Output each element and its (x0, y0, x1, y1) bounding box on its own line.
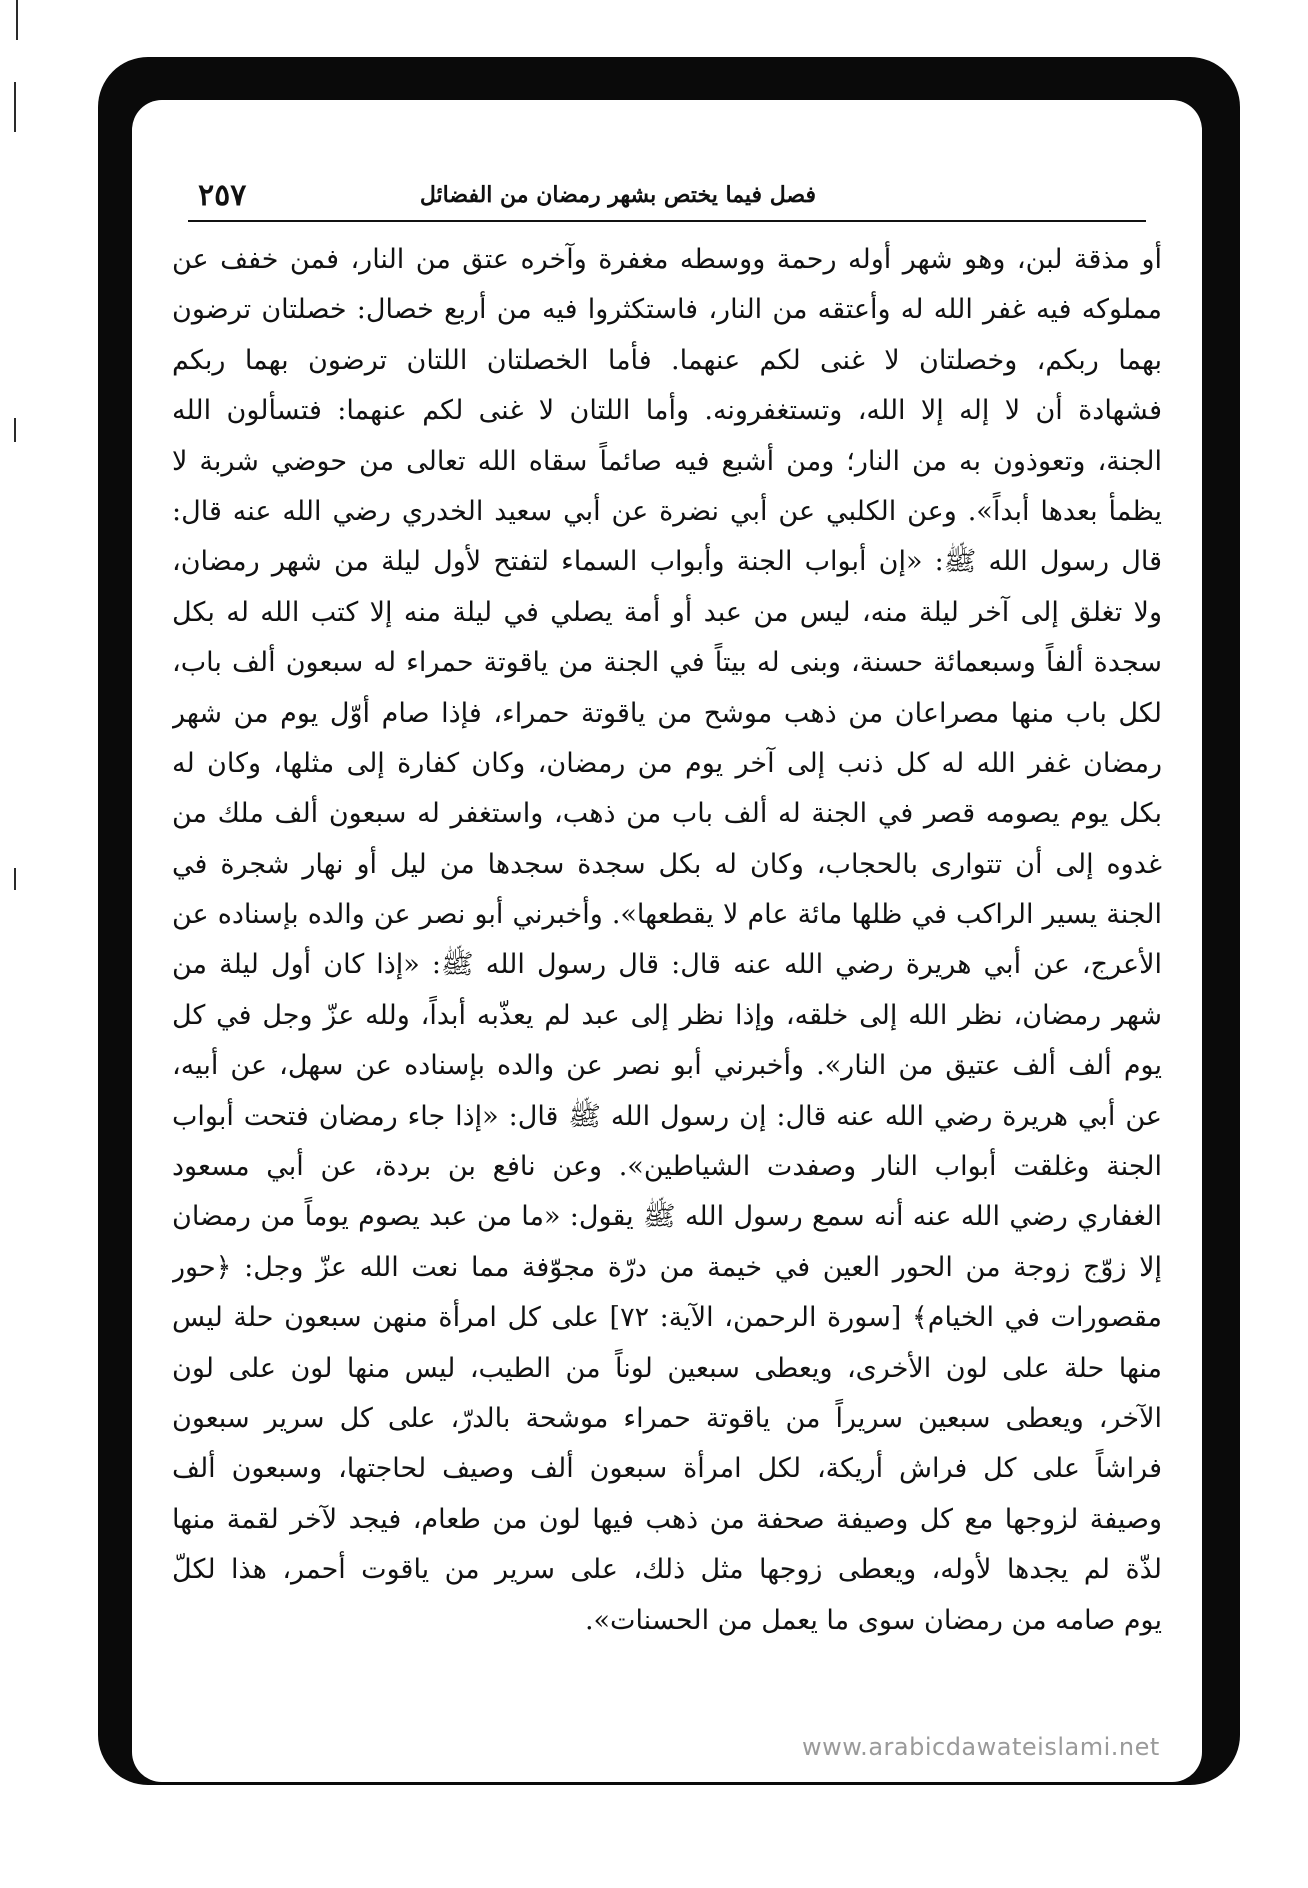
text-line: عن أبي هريرة رضي الله عنه قال: إن رسول الله ﷺ قال: «إذا جاء رمضان فتحت أبواب (172, 1100, 1162, 1132)
scan-edge-line-lower (14, 868, 16, 890)
text-line: الجنة، وتعوذون به من النار؛ ومن أشبع فيه صائماً سقاه الله تعالى من حوضي شربة لا (172, 445, 1162, 477)
text-line: مقصورات في الخيام﴾ [سورة الرحمن، الآية: ٧٢] على كل امرأة منهن سبعون حلة ليس (172, 1302, 1162, 1334)
text-line: سجدة ألفاً وسبعمائة حسنة، وبنى له بيتاً في الجنة من ياقوتة حمراء له سبعون ألف باب، (172, 647, 1162, 679)
scan-edge-line-mid (14, 418, 16, 442)
page-header (188, 180, 1146, 222)
text-line: يظمأ بعدها أبداً». وعن الكلبي عن أبي نضرة عن أبي سعيد الخدري رضي الله عنه قال: (172, 495, 1162, 527)
text-line: الغفاري رضي الله عنه أنه سمع رسول الله ﷺ يقول: «ما من عبد يصوم يوماً من رمضان (172, 1201, 1162, 1233)
body-text (172, 235, 1162, 1646)
text-line: ولا تغلق إلى آخر ليلة منه، ليس من عبد أو أمة يصلي في ليلة منه إلا كتب الله له بكل (172, 596, 1162, 628)
scan-edge-line-upper (14, 82, 16, 132)
text-line: وصيفة لزوجها مع كل وصيفة صحفة من ذهب فيها لون من طعام، فيجد لآخر لقمة منها (172, 1503, 1162, 1535)
text-line: رمضان غفر الله له كل ذنب إلى آخر يوم من رمضان، وكان كفارة إلى مثلها، وكان له (172, 747, 1162, 779)
text-line: لكل باب منها مصراعان من ذهب موشح من ياقوتة حمراء، فإذا صام أوّل يوم من شهر (172, 697, 1162, 729)
text-line: لذّة لم يجدها لأوله، ويعطى زوجها مثل ذلك، على سرير من ياقوت أحمر، هذا لكلّ (172, 1554, 1162, 1586)
text-line: مملوكه فيه غفر الله له وأعتقه من النار، فاستكثروا فيه من أربع خصال: خصلتان ترضون (172, 294, 1162, 326)
text-line: إلا زوّج زوجة من الحور العين في خيمة من درّة مجوّفة مما نعت الله عزّ وجل: ﴿حور (172, 1251, 1162, 1283)
page-number: ٢٥٧ (198, 178, 247, 213)
text-line: أو مذقة لبن، وهو شهر أوله رحمة ووسطه مغفرة وآخره عتق من النار، فمن خفف عن (172, 244, 1162, 275)
text-line: فراشاً على كل فراش أريكة، لكل امرأة سبعون ألف وصيف لحاجتها، وسبعون ألف (172, 1453, 1162, 1485)
scan-edge-line-top (16, 0, 18, 40)
running-title: فصل فيما يختص بشهر رمضان من الفضائل (419, 182, 816, 208)
watermark-url: www.arabicdawateislami.net (798, 1733, 1164, 1761)
book-page (132, 100, 1202, 1782)
text-line: الجنة يسير الراكب في ظلها مائة عام لا يقطعها». وأخبرني أبو نصر عن والده بإسناده عن (172, 899, 1162, 931)
text-line-last: يوم صامه من رمضان سوى ما يعمل من الحسنات». (584, 1604, 1162, 1636)
text-line: قال رسول الله ﷺ: «إن أبواب الجنة وأبواب السماء لتفتح لأول ليلة من شهر رمضان، (172, 546, 1162, 578)
text-line: بهما ربكم، وخصلتان لا غنى لكم عنهما. فأما الخصلتان اللتان ترضون بهما ربكم (172, 344, 1162, 376)
text-line: يوم ألف ألف عتيق من النار». وأخبرني أبو نصر عن والده بإسناده عن سهل، عن أبيه، (172, 1050, 1162, 1082)
text-line: الجنة وغلقت أبواب النار وصفدت الشياطين». وعن نافع بن بردة، عن أبي مسعود (172, 1151, 1162, 1183)
text-line: شهر رمضان، نظر الله إلى خلقه، وإذا نظر إلى عبد لم يعذّبه أبداً، ولله عزّ وجل في كل (172, 999, 1162, 1031)
text-line: فشهادة أن لا إله إلا الله، وتستغفرونه. وأما اللتان لا غنى لكم عنهما: فتسألون الله (172, 395, 1162, 427)
text-line: الأعرج، عن أبي هريرة رضي الله عنه قال: قال رسول الله ﷺ: «إذا كان أول ليلة من (172, 949, 1162, 981)
text-line: بكل يوم يصومه قصر في الجنة له ألف باب من ذهب، واستغفر له سبعون ألف ملك من (172, 798, 1162, 830)
text-line: منها حلة على لون الأخرى، ويعطى سبعين لوناً من الطيب، ليس منها لون على لون (172, 1352, 1162, 1384)
text-line: الآخر، ويعطى سبعين سريراً من ياقوتة حمراء موشحة بالدرّ، على كل سرير سبعون (172, 1402, 1162, 1434)
text-line: غدوه إلى أن تتوارى بالحجاب، وكان له بكل سجدة سجدها من ليل أو نهار شجرة في (172, 848, 1162, 880)
